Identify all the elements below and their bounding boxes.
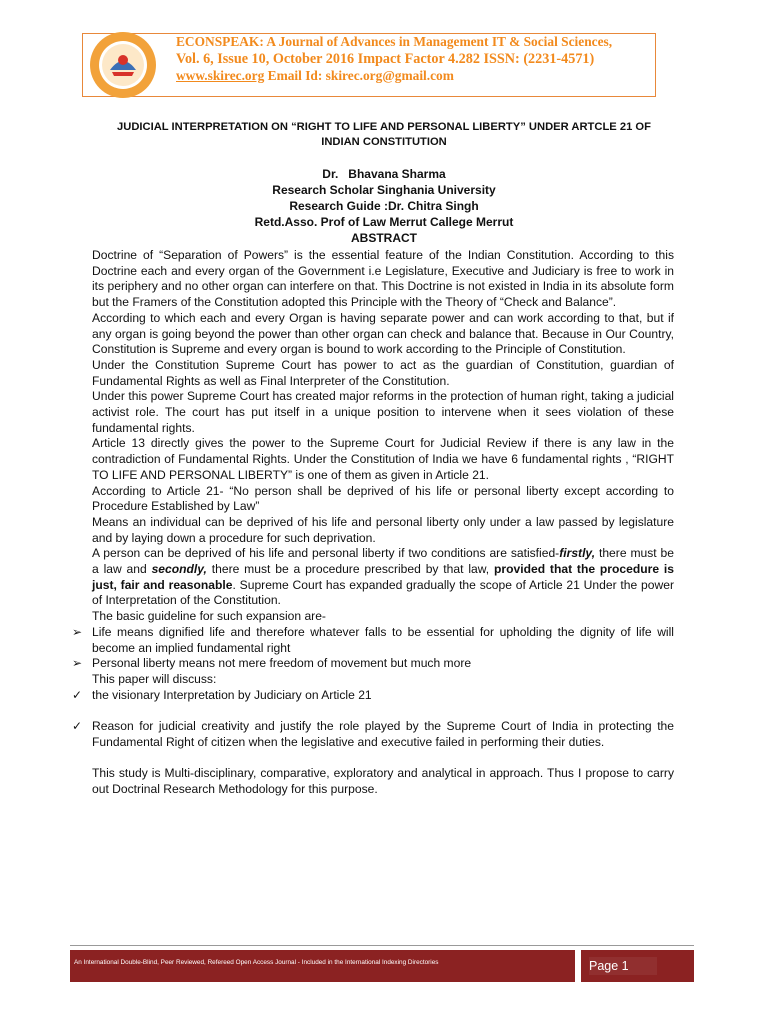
journal-contact [176,68,654,84]
paragraph: Under the Constitution Supreme Court has power to act as the guardian of Constitution, guardian of Fundamental Rights as well as Final Interpreter of the Constitution. [92,357,674,388]
research-guide: Research Guide :Dr. Chitra Singh [289,199,479,213]
arrow-bullet-icon: ➢ [72,656,83,671]
journal-logo-icon [88,30,158,100]
abstract-body [72,248,674,798]
paragraph: Under this power Supreme Court has created major reforms in the protection of human right, taking a judicial activist role. The court has put itself in a unique position to intervene when it sees violation of these fundamental rights. [92,389,674,435]
footer-divider [70,945,694,946]
list-item [72,624,674,656]
journal-info [176,34,654,84]
paragraph: Means an individual can be deprived of his life and personal liberty only under a law passed by legislature and by laying down a procedure for such deprivation. [92,514,674,545]
spacer [92,703,674,719]
text-run-bold: provided that the procedure is just, fair and reasonable [92,562,674,592]
author-affiliation: Research Scholar Singhania University [272,183,496,197]
guide-affiliation: Retd.Asso. Prof of Law Merrut Callege Merrut [254,215,514,229]
abstract-heading: ABSTRACT [351,231,417,245]
paper-title-line2: INDIAN CONSTITUTION [321,136,447,148]
text-run-emphasis: firstly, [559,546,596,561]
paragraph: This paper will discuss: [92,671,217,686]
page-number: Page 1 [581,950,694,982]
page-footer [70,950,694,982]
text-run: . Supreme Court has expanded gradually the scope of Article 21 Under the power of Interpretation of the Constitution. [92,577,674,608]
journal-email: Email Id: skirec.org@gmail.com [267,68,454,83]
author-name: Dr. Bhavana Sharma [322,167,446,181]
paragraph [92,546,674,609]
paragraph: According to Article 21- “No person shall be deprived of his life or personal liberty except according to Procedure Established by Law” [92,483,674,514]
list-item [72,656,674,672]
journal-website-link[interactable]: www.skirec.org [176,68,265,83]
journal-name: ECONSPEAK: A Journal of Advances in Management IT & Social Sciences, [176,34,613,49]
arrow-bullet-icon: ➢ [72,624,83,639]
author-block [96,166,672,246]
list-item-text: Reason for judicial creativity and justify the role played by the Supreme Court of India in protecting the Fundamental Right of citizen when the legislative and executive failed in performing their duties. [92,719,674,749]
text-run: there must be a law and [92,546,674,577]
journal-issue: Vol. 6, Issue 10, October 2016 Impact Factor 4.282 ISSN: (2231-4571) [176,51,595,67]
paragraph: This study is Multi-disciplinary, comparative, exploratory and analytical in approach. Thus I propose to carry out Doctrinal Research Methodology for this purpose. [92,766,674,796]
paragraph: Article 13 directly gives the power to the Supreme Court for Judicial Review if there is any law in the contradiction of Fundamental Rights. Under the Constitution of India we have 6 fundamental rights , “RIGHT TO LIFE AND PERSONAL LIBERTY” is one of them as given in Article 21. [92,436,674,482]
text-run-emphasis: secondly, [151,562,207,577]
list-item-text: Personal liberty means not mere freedom of movement but much more [92,656,472,671]
paragraph: The basic guideline for such expansion are- [92,609,326,624]
paper-title [96,120,672,150]
checkmark-icon: ✓ [72,719,83,734]
footer-journal-note: An International Double-Blind, Peer Reviewed, Refereed Open Access Journal - Included in the International Indexing Directories [70,950,578,982]
paragraph: According to which each and every Organ is having separate power and can work according to that, but if any organ is going beyond the power than other organ can check and balance that. Because in Our Country, Constitution is Supreme and every organ is bound to work according to the Principle of Constitution. [92,310,674,357]
list-item [72,719,674,750]
text-run: A person can be deprived of his life and personal liberty if two conditions are satisfied- [92,546,560,561]
list-item-text: the visionary Interpretation by Judiciary on Article 21 [92,687,372,702]
checkmark-icon: ✓ [72,687,83,702]
text-run: there must be a procedure prescribed by that law, [206,562,495,577]
paper-title-line1: JUDICIAL INTERPRETATION ON “RIGHT TO LIFE AND PERSONAL LIBERTY” UNDER ARTCLE 21 OF [117,121,651,133]
paragraph: Doctrine of “Separation of Powers” is the essential feature of the Indian Constitution. According to this Doctrine each and every organ of the Government i.e Legislature, Executive and Judiciary is free to work in its periphery and no other organ can interfere on that. This Doctrine is not existed in India in its absolute form but the Framers of the Constitution adopted this Principle with the Theory of “Check and Balance”. [92,248,674,310]
spacer [92,750,674,766]
list-item-text: Life means dignified life and therefore whatever falls to be essential for upholding the dignity of life will become an implied fundamental right [92,624,674,655]
list-item [72,687,674,704]
